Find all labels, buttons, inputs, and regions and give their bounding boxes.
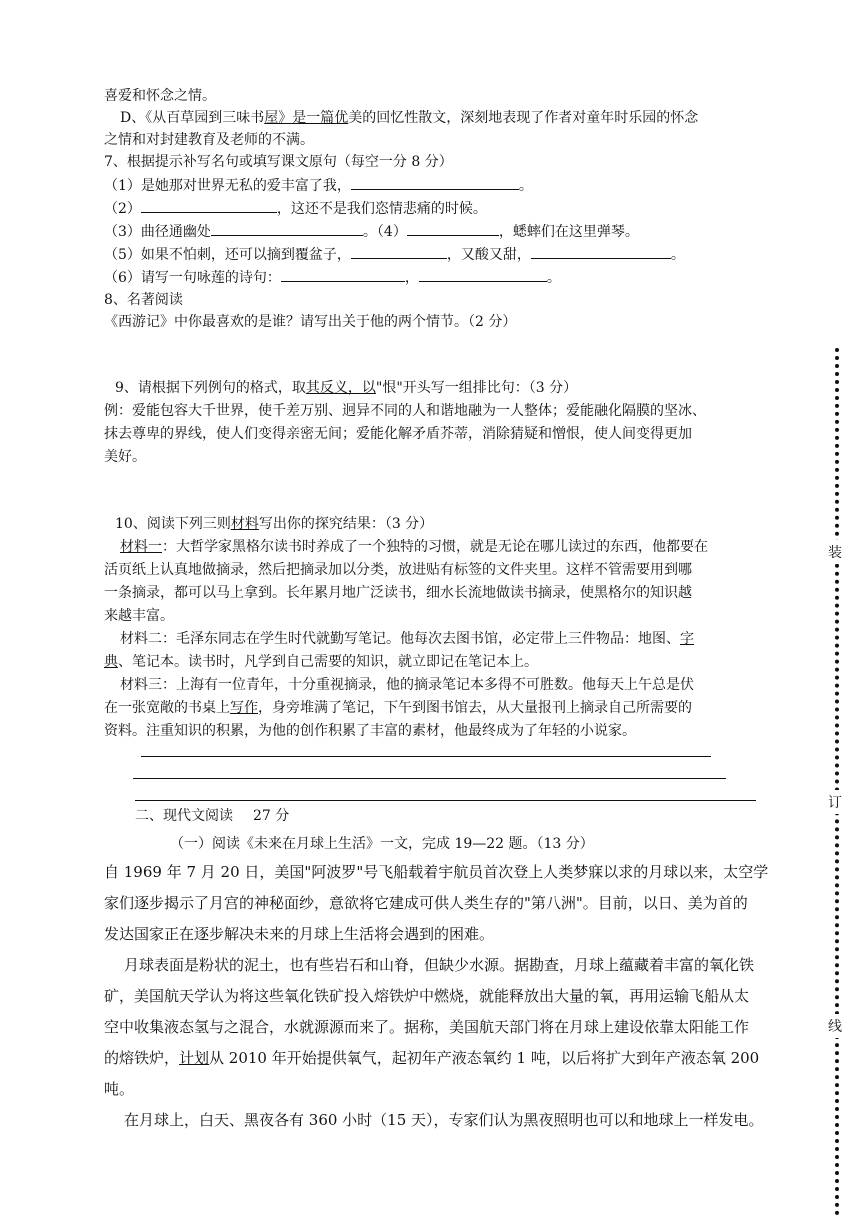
passage-p1-line-3: 发达国家正在逐步解决未来的月球上生活将会遇到的困难。 xyxy=(104,925,495,943)
passage-p2-line-5: 吨。 xyxy=(104,1080,135,1098)
passage-p3-line-1: 在月球上，白天、黑夜各有 360 小时（15 天），专家们认为黑夜照明也可以和地球上一样发电。 xyxy=(124,1111,764,1129)
passage-p2-line-2: 矿，美国航天学认为将这些氧化铁矿投入熔铁炉中燃烧，就能释放出大量的氧，再用运输飞船从太 xyxy=(104,987,750,1005)
passage-p1-line-1: 自 1969 年 7 月 20 日，美国"阿波罗"号飞船载着宇航员首次登上人类梦寐以求的月球以来，太空学 xyxy=(104,863,769,881)
option-d: D、《从百草园到三味书屋》是一篇优美的回忆性散文，深刻地表现了作者对童年时乐园的怀念 xyxy=(120,110,699,126)
q7-title: 7、根据提示补写名句或填写课文原句（每空一分 8 分） xyxy=(104,154,453,170)
answer-blank[interactable] xyxy=(211,221,363,236)
q9-example-2: 抹去尊卑的界线，使人们变得亲密无间；爱能化解矛盾芥蒂，消除猜疑和憎恨，使人间变得更加 xyxy=(104,426,692,442)
answer-blank[interactable] xyxy=(419,267,547,282)
passage-p2-line-1: 月球表面是粉状的泥土，也有些岩石和山脊，但缺少水源。据勘查，月球上蕴藏着丰富的氧化铁 xyxy=(124,956,755,974)
binding-dotted-line xyxy=(835,348,839,1216)
material-3-line-2: 在一张宽敞的书桌上写作，身旁堆满了笔记，下午到图书馆去，从大量报刊上摘录自己所需要的 xyxy=(104,700,692,716)
material-2-line-2: 典、笔记本。读书时，凡学到自己需要的知识，就立即记在笔记本上。 xyxy=(104,654,538,670)
binding-label-xian: 线 xyxy=(828,1014,842,1038)
material-1-line-3: 一条摘录，都可以马上拿到。长年累月地广泛读书，细水长流地做读书摘录，使黑格尔的知识越 xyxy=(104,585,692,601)
passage-p1-line-2: 家们逐步揭示了月宫的神秘面纱，意欲将它建成可供人类生存的"第八洲"。目前，以日、美为首的 xyxy=(104,894,748,912)
answer-blank[interactable] xyxy=(531,244,671,259)
q7-item-5: （5）如果不怕刺，还可以摘到覆盆子， ，又酸又甜， 。 xyxy=(104,244,685,265)
answer-line[interactable] xyxy=(141,756,711,757)
passage-instruction: （一）阅读《未来在月球上生活》一文，完成 19—22 题。（13 分） xyxy=(170,836,594,852)
material-2-line-1: 材料二：毛泽东同志在学生时代就勤写笔记。他每次去图书馆，必定带上三件物品：地图、字 xyxy=(120,631,694,647)
passage-p2-line-4: 的熔铁炉，计划从 2010 年开始提供氧气，起初年产液态氧约 1 吨，以后将扩大到年产液态氧 200 xyxy=(104,1049,760,1067)
q7-item-2: （2） ，这还不是我们恣情悲痛的时候。 xyxy=(104,198,487,219)
answer-blank[interactable] xyxy=(351,175,519,190)
material-1-line-1: 材料一：大哲学家黑格尔读书时养成了一个独特的习惯，就是无论在哪儿读过的东西，他都要在 xyxy=(120,539,708,555)
material-1-line-2: 活页纸上认真地做摘录，然后把摘录加以分类，放进贴有标签的文件夹里。这样不管需要用到哪 xyxy=(104,562,692,578)
material-1-line-4: 来越丰富。 xyxy=(104,608,174,624)
answer-line[interactable] xyxy=(135,800,756,801)
q8-prompt: 《西游记》中你最喜欢的是谁？请写出关于他的两个情节。（2 分） xyxy=(104,314,517,330)
passage-p2-line-3: 空中收集液态氢与之混合，水就源源而来了。据称，美国航天部门将在月球上建设依靠太阳能工作 xyxy=(104,1018,750,1036)
answer-line[interactable] xyxy=(133,778,726,779)
q7-item-6: （6）请写一句咏莲的诗句： ， 。 xyxy=(104,267,561,288)
answer-blank[interactable] xyxy=(281,267,405,282)
option-d-cont: 之情和对封建教育及老师的不满。 xyxy=(104,132,314,148)
material-3-line-3: 资料。注重知识的积累，为他的创作积累了丰富的素材，他最终成为了年轻的小说家。 xyxy=(104,723,636,739)
q9-example-1: 例：爱能包容大千世界，使千差万别、迥异不同的人和谐地融为一人整体；爱能融化隔膜的坚冰、 xyxy=(104,403,706,419)
binding-label-ding: 订 xyxy=(828,790,842,814)
q9-example-3: 美好。 xyxy=(104,449,146,465)
answer-blank[interactable] xyxy=(141,198,277,213)
q8-title: 8、名著阅读 xyxy=(104,292,183,308)
answer-blank[interactable] xyxy=(407,221,499,236)
section-2-title: 二、现代文阅读 27 分 xyxy=(135,808,290,824)
q7-item-1: （1）是她那对世界无私的爱丰富了我， 。 xyxy=(104,175,533,196)
q7-item-3-4: （3）曲径通幽处 。（4） ，蟋蟀们在这里弹琴。 xyxy=(104,221,639,242)
binding-label-zhuang: 装 xyxy=(828,540,842,564)
option-c-tail: 喜爱和怀念之情。 xyxy=(104,88,216,104)
answer-blank[interactable] xyxy=(351,244,447,259)
q10-title: 10、阅读下列三则材料写出你的探究结果：（3 分） xyxy=(115,516,434,532)
q9-title: 9、请根据下列例句的格式，取其反义，以"恨"开头写一组排比句：（3 分） xyxy=(115,380,578,396)
material-3-line-1: 材料三：上海有一位青年，十分重视摘录，他的摘录笔记本多得不可胜数。他每天上午总是伏 xyxy=(120,677,694,693)
